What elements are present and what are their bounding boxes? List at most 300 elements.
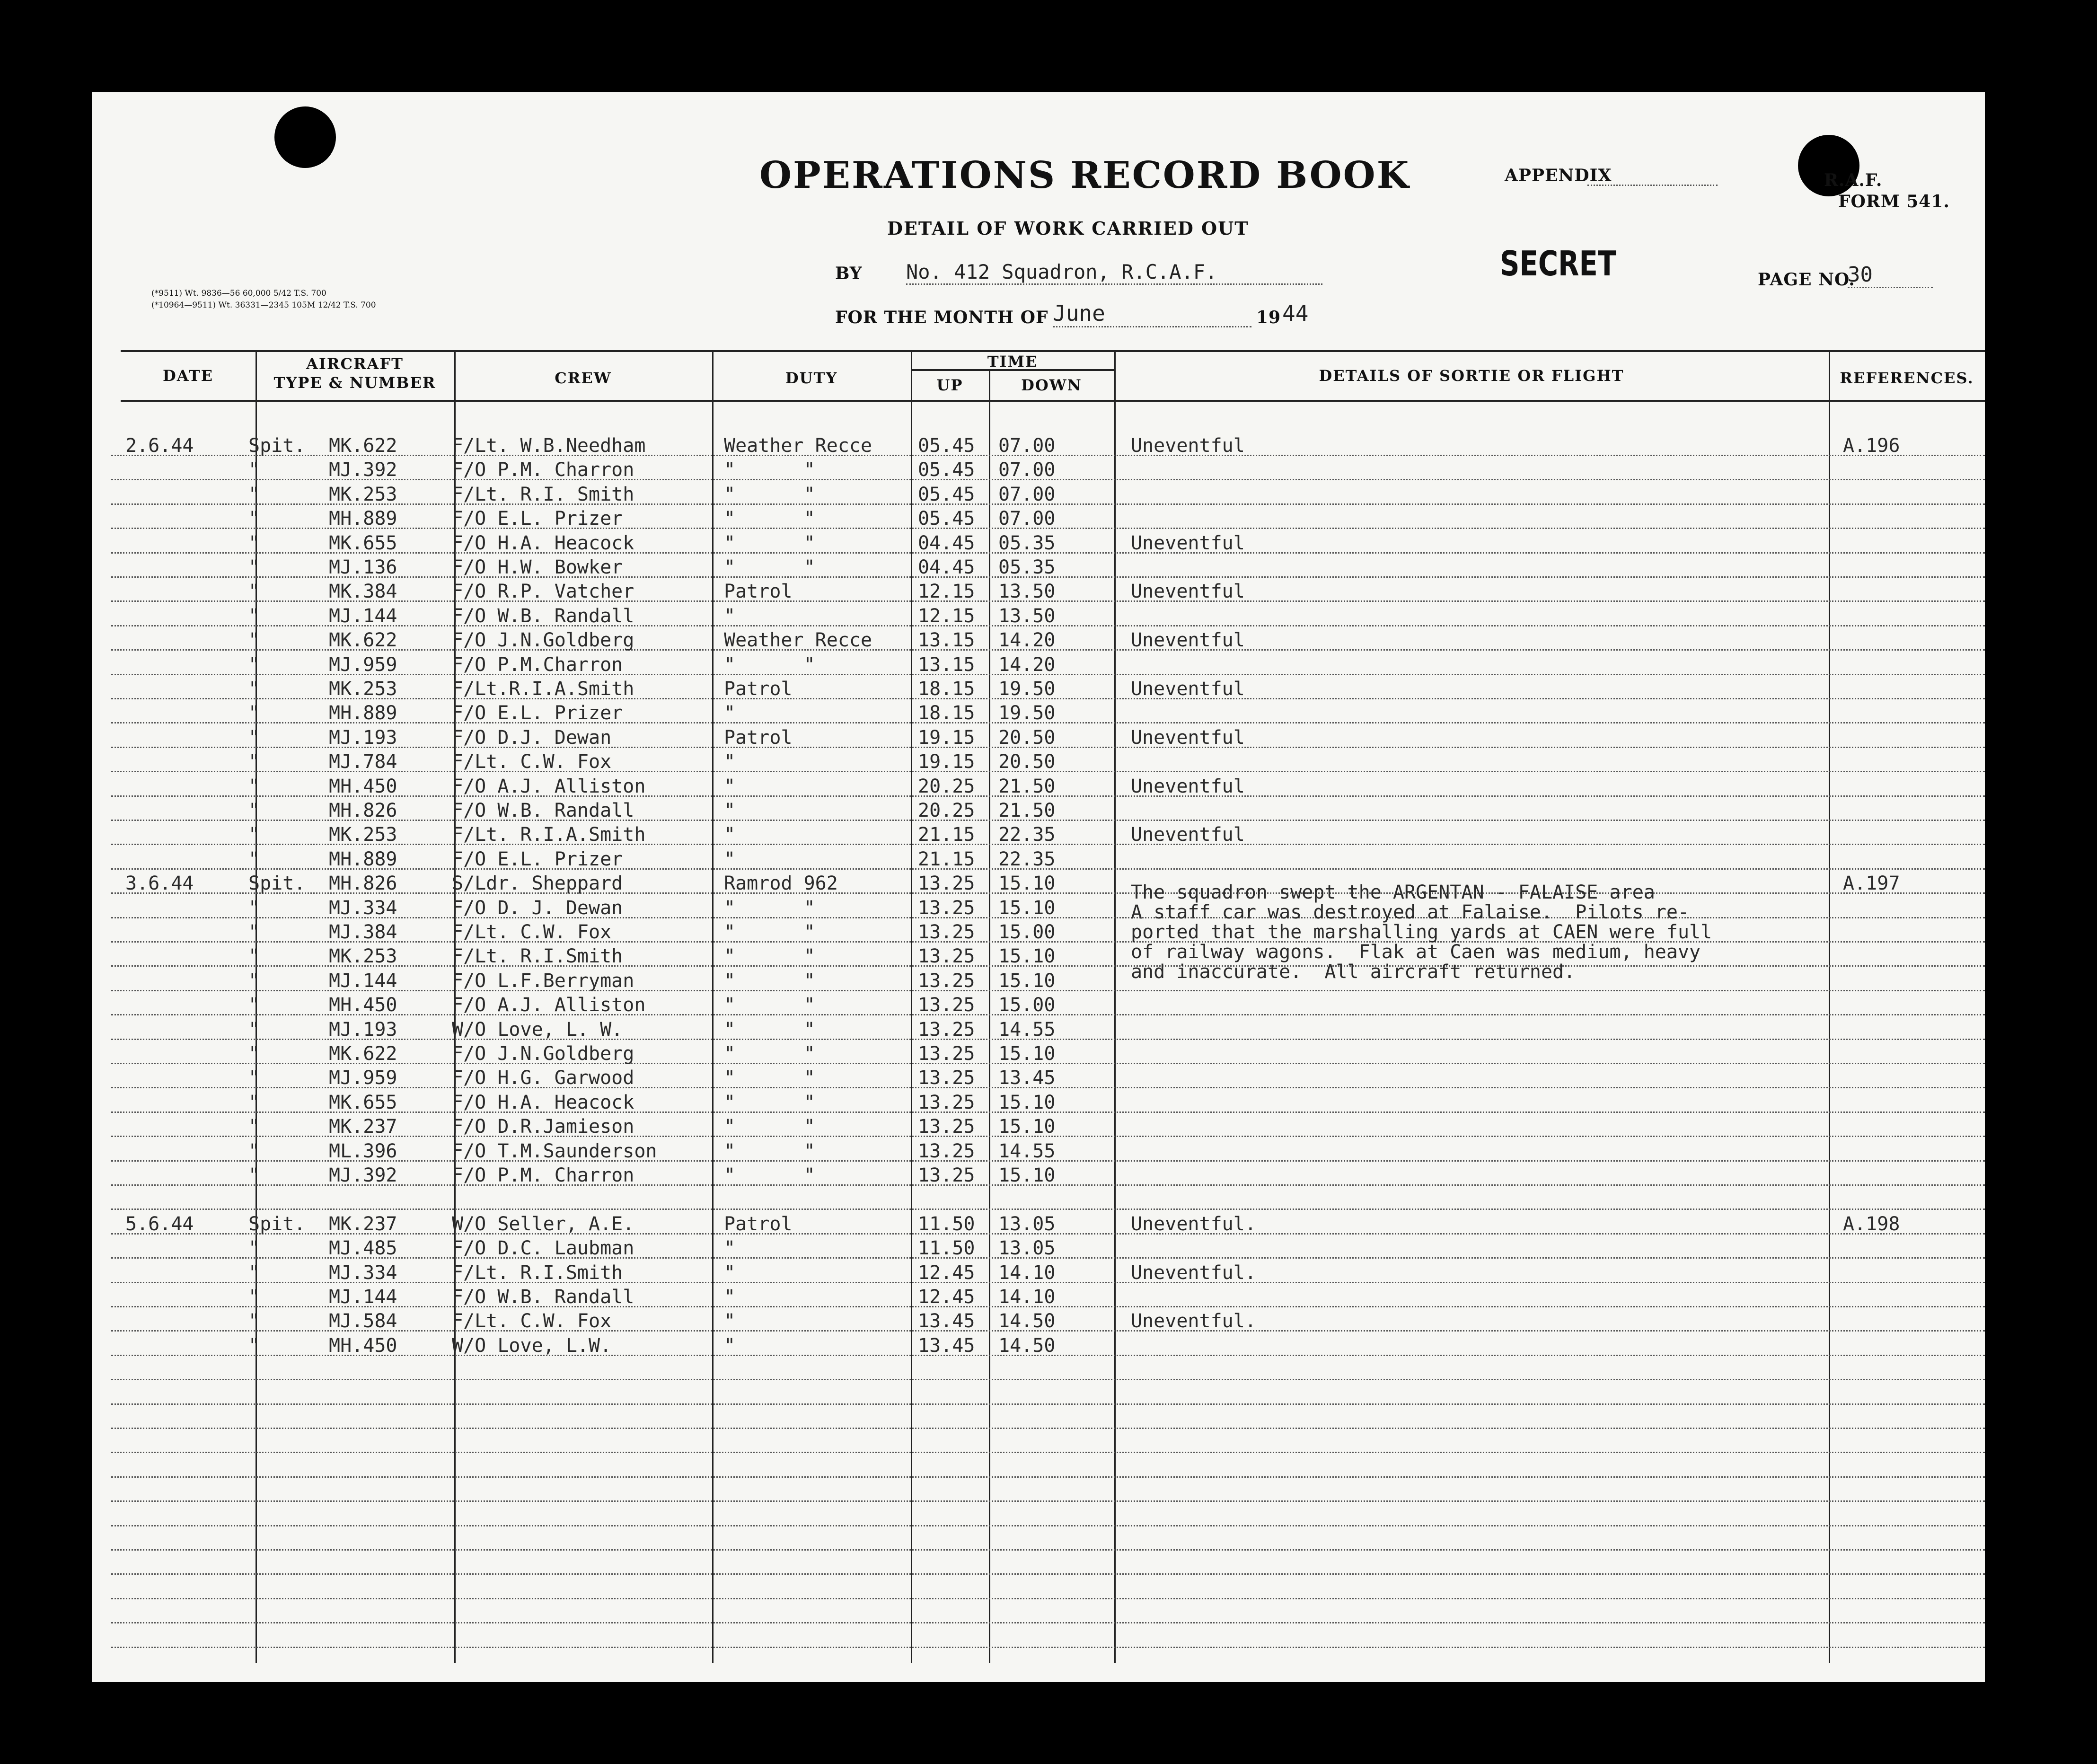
row-time-up: 05.45 [918,435,975,457]
row-time-down: 22.35 [998,848,1056,870]
row-time-down: 21.50 [998,776,1056,797]
ruled-line [111,1573,1985,1575]
row-duty: " " [724,532,815,554]
row-aircraft-number: MJ.193 [329,727,397,749]
row-aircraft-type: " [248,945,260,967]
row-duty: " " [724,1043,815,1065]
row-aircraft-number: MH.450 [329,994,397,1016]
row-aircraft-type: " [248,1286,260,1308]
row-crew: F/O T.M.Saunderson [452,1140,657,1162]
row-time-up: 12.15 [918,581,975,602]
ramrod-details-line-1: The squadron swept the ARGENTAN - FALAISE area [1131,882,1655,903]
ruled-line [111,1622,1985,1623]
row-aircraft-type: " [248,654,260,676]
row-time-down: 15.10 [998,1092,1056,1113]
row-crew: F/O W.B. Randall [452,605,634,627]
row-time-up: 19.15 [918,727,975,749]
row-aircraft-number: MK.622 [329,1043,397,1065]
row-duty: " " [724,897,815,919]
ruled-line [111,1500,1985,1502]
row-duty: " " [724,1140,815,1162]
row-time-up: 13.25 [918,1116,975,1138]
row-time-up: 05.45 [918,484,975,505]
ruled-line [111,1403,1985,1405]
row-aircraft-number: MJ.392 [329,459,397,481]
row-aircraft-number: MJ.334 [329,1262,397,1284]
row-duty: " " [724,1019,815,1041]
year-value: 44 [1282,300,1309,326]
table-row [92,555,1985,579]
row-crew: F/Lt. C.W. Fox [452,1310,612,1332]
row-crew: F/Lt. R.I.Smith [452,1262,623,1284]
row-duty: " [724,1310,736,1332]
row-duty: " [724,776,736,797]
row-aircraft-type: " [248,848,260,870]
row-time-down: 13.05 [998,1213,1056,1235]
row-aircraft-type: " [248,605,260,627]
ruled-line [111,1549,1985,1551]
row-duty: " " [724,994,815,1016]
header-aircraft-2: TYPE & NUMBER [273,374,436,392]
by-label: BY [835,264,863,283]
row-time-down: 13.05 [998,1237,1056,1259]
row-time-up: 13.25 [918,1140,975,1162]
row-time-down: 14.55 [998,1019,1056,1041]
table-row [92,700,1985,724]
row-date: 2.6.44 [125,435,194,457]
row-duty: " " [724,508,815,529]
row-aircraft-type: " [248,532,260,554]
row-aircraft-type: " [248,1310,260,1332]
row-aircraft-type: " [248,508,260,529]
ruled-line [111,1525,1985,1526]
row-crew: F/O E.L. Prizer [452,848,623,870]
row-detail: Uneventful [1131,435,1245,457]
form-541-sheet [92,92,1985,1682]
row-duty: Weather Recce [724,629,872,651]
row-crew: F/Lt. W.B.Needham [452,435,646,457]
row-detail: Uneventful [1131,824,1245,846]
row-crew: F/O H.W. Bowker [452,556,623,578]
row-detail: Uneventful. [1131,1213,1256,1235]
ramrod-details-line-5: and inaccurate. All aircraft returned. [1131,961,1576,983]
row-time-up: 21.15 [918,824,975,846]
row-aircraft-type: " [248,897,260,919]
row-time-up: 13.25 [918,921,975,943]
row-detail: Uneventful [1131,678,1245,700]
header-date: DATE [162,367,214,385]
table-row [92,1114,1985,1138]
row-crew: F/Lt. C.W. Fox [452,751,612,773]
row-aircraft-type: " [248,678,260,700]
row-duty: " [724,800,736,821]
row-aircraft-number: MK.253 [329,824,397,846]
table-row [92,506,1985,530]
row-time-down: 15.10 [998,1164,1056,1186]
row-time-down: 19.50 [998,678,1056,700]
punch-hole-left [274,106,336,168]
row-crew: F/O E.L. Prizer [452,702,623,724]
row-aircraft-type: " [248,459,260,481]
table-row [92,1041,1985,1065]
row-aircraft-number: MJ.193 [329,1019,397,1041]
table-row [92,676,1985,700]
row-aircraft-type: " [248,1164,260,1186]
row-time-down: 20.50 [998,751,1056,773]
row-duty: " [724,848,736,870]
table-row [92,579,1985,603]
row-aircraft-type: " [248,1043,260,1065]
row-time-down: 13.45 [998,1067,1056,1089]
row-time-down: 21.50 [998,800,1056,821]
header-up: UP [936,376,963,394]
row-aircraft-number: MJ.136 [329,556,397,578]
row-duty: " " [724,970,815,992]
print-code-1: (*9511) Wt. 9836—56 60,000 5/42 T.S. 700 [151,289,326,298]
row-time-down: 07.00 [998,508,1056,529]
row-aircraft-number: MK.622 [329,435,397,457]
row-aircraft-type: " [248,751,260,773]
row-aircraft-type: " [248,994,260,1016]
row-duty: " " [724,459,815,481]
table-row [92,941,1985,968]
table-row [92,457,1985,481]
secret-stamp: SECRET [1500,244,1617,283]
row-crew: F/O E.L. Prizer [452,508,623,529]
row-time-up: 13.25 [918,897,975,919]
row-aircraft-number: MH.450 [329,1335,397,1357]
header-details: DETAILS OF SORTIE OR FLIGHT [1319,367,1624,385]
ruled-line [111,1647,1985,1648]
row-duty: Patrol [724,1213,793,1235]
form-title: OPERATIONS RECORD BOOK [759,154,1410,197]
row-aircraft-number: MJ.144 [329,1286,397,1308]
header-top-rule [121,350,1985,352]
row-duty: " [724,1286,736,1308]
row-time-down: 13.50 [998,581,1056,602]
row-time-up: 13.25 [918,945,975,967]
row-crew: F/O P.M.Charron [452,654,623,676]
row-detail: Uneventful [1131,581,1245,602]
row-aircraft-number: MJ.144 [329,970,397,992]
row-time-down: 14.50 [998,1335,1056,1357]
row-aircraft-type: Spit. [248,1213,306,1235]
row-time-up: 11.50 [918,1237,975,1259]
row-time-down: 15.00 [998,994,1056,1016]
table-row [92,433,1985,457]
table-row [92,798,1985,822]
row-time-up: 13.15 [918,654,975,676]
row-time-down: 07.00 [998,459,1056,481]
row-aircraft-number: MJ.384 [329,921,397,943]
table-row [92,1308,1985,1332]
row-date: 3.6.44 [125,873,194,894]
table-row [92,1163,1985,1187]
table-row [92,652,1985,676]
row-time-up: 19.15 [918,751,975,773]
row-time-down: 15.10 [998,897,1056,919]
header-crew: CREW [555,369,612,387]
row-crew: F/O R.P. Vatcher [452,581,634,602]
row-aircraft-number: MK.237 [329,1213,397,1235]
row-duty: Patrol [724,727,793,749]
row-aircraft-type: " [248,1335,260,1357]
row-time-up: 04.45 [918,556,975,578]
row-time-down: 15.00 [998,921,1056,943]
row-aircraft-number: MK.253 [329,678,397,700]
row-aircraft-number: MK.237 [329,1116,397,1138]
header-time: TIME [987,353,1038,370]
form-subtitle: DETAIL OF WORK CARRIED OUT [887,218,1249,239]
row-aircraft-type: Spit. [248,435,306,457]
row-aircraft-number: MK.253 [329,484,397,505]
row-time-down: 05.35 [998,556,1056,578]
row-crew: F/O W.B. Randall [452,800,634,821]
row-crew: F/O A.J. Alliston [452,776,646,797]
row-duty: " [724,751,736,773]
row-aircraft-type: " [248,1092,260,1113]
table-row [92,482,1985,506]
row-date: 5.6.44 [125,1213,194,1235]
header-down: DOWN [1021,376,1082,394]
table-row [92,1017,1985,1041]
row-time-up: 05.45 [918,459,975,481]
row-time-up: 20.25 [918,776,975,797]
table-row [92,530,1985,555]
row-crew: F/O P.M. Charron [452,459,634,481]
row-detail: Uneventful [1131,532,1245,554]
row-aircraft-type: " [248,1140,260,1162]
row-aircraft-type: " [248,556,260,578]
ramrod-details-line-4: of railway wagons. Flak at Caen was medium, heavy [1131,941,1701,963]
row-time-down: 05.35 [998,532,1056,554]
row-time-down: 15.10 [998,873,1056,894]
row-aircraft-number: MK.384 [329,581,397,602]
table-row [92,603,1985,627]
table-row [92,895,1985,919]
row-duty: Ramrod 962 [724,873,838,894]
page-number: 30 [1848,263,1933,288]
row-aircraft-type: " [248,800,260,821]
table-row [92,627,1985,652]
row-time-up: 18.15 [918,702,975,724]
row-duty: " [724,1262,736,1284]
row-aircraft-number: MJ.334 [329,897,397,919]
table-row [92,774,1985,798]
row-aircraft-type: " [248,921,260,943]
row-aircraft-number: MH.450 [329,776,397,797]
row-duty: " [724,702,736,724]
ramrod-details-line-3: ported that the marshalling yards at CAEN were full [1131,921,1712,943]
row-duty: " [724,605,736,627]
row-crew: W/O Seller, A.E. [452,1213,634,1235]
row-aircraft-number: MH.826 [329,873,397,894]
table-row [92,992,1985,1016]
row-crew: F/Lt. R.I. Smith [452,484,634,505]
table-row [92,749,1985,773]
table-row [92,871,1985,895]
row-aircraft-type: " [248,702,260,724]
row-time-up: 13.25 [918,1067,975,1089]
ruled-line [111,1598,1985,1599]
row-reference: A.198 [1843,1213,1900,1235]
row-aircraft-number: MK.622 [329,629,397,651]
row-crew: W/O Love, L. W. [452,1019,623,1041]
row-aircraft-type: " [248,1237,260,1259]
row-time-up: 11.50 [918,1213,975,1235]
row-aircraft-number: MJ.144 [329,605,397,627]
row-time-up: 13.15 [918,629,975,651]
row-duty: " " [724,654,815,676]
row-aircraft-number: ML.396 [329,1140,397,1162]
row-crew: F/O A.J. Alliston [452,994,646,1016]
row-detail: Uneventful. [1131,1310,1256,1332]
row-aircraft-type: " [248,629,260,651]
table-row [92,847,1985,871]
row-aircraft-type: " [248,727,260,749]
table-row [92,1260,1985,1284]
row-detail: Uneventful. [1131,1262,1256,1284]
row-time-up: 13.25 [918,1043,975,1065]
row-duty: " " [724,945,815,967]
table-row [92,1333,1985,1357]
row-reference: A.197 [1843,873,1900,894]
month-value: June [1053,300,1251,327]
row-aircraft-number: MJ.485 [329,1237,397,1259]
row-detail: Uneventful [1131,727,1245,749]
row-duty: " " [724,556,815,578]
row-aircraft-number: MJ.959 [329,654,397,676]
row-aircraft-number: MK.655 [329,1092,397,1113]
row-time-down: 15.10 [998,1116,1056,1138]
row-aircraft-number: MJ.584 [329,1310,397,1332]
row-time-down: 19.50 [998,702,1056,724]
row-time-up: 12.45 [918,1286,975,1308]
row-aircraft-number: MJ.392 [329,1164,397,1186]
row-crew: F/Lt. R.I.Smith [452,945,623,967]
page-label: PAGE NO. [1758,270,1855,290]
table-row [92,1284,1985,1308]
table-row [92,1187,1985,1211]
row-time-up: 13.45 [918,1335,975,1357]
row-detail: Uneventful [1131,629,1245,651]
ruled-line [111,1379,1985,1380]
row-crew: F/Lt. R.I.A.Smith [452,824,646,846]
row-aircraft-number: MH.889 [329,508,397,529]
row-aircraft-type: " [248,1262,260,1284]
month-label: FOR THE MONTH OF [835,308,1048,327]
ruled-line [111,1476,1985,1478]
row-aircraft-type: " [248,776,260,797]
row-time-up: 13.45 [918,1310,975,1332]
row-time-down: 14.10 [998,1286,1056,1308]
row-aircraft-number: MJ.959 [329,1067,397,1089]
row-duty: " " [724,1164,815,1186]
row-duty: Weather Recce [724,435,872,457]
row-duty: " [724,1237,736,1259]
row-time-down: 14.20 [998,629,1056,651]
header-bottom-rule [121,400,1985,402]
row-time-down: 14.50 [998,1310,1056,1332]
row-crew: F/Lt.R.I.A.Smith [452,678,634,700]
row-time-up: 13.25 [918,873,975,894]
row-crew: F/O H.A. Heacock [452,532,634,554]
row-time-up: 18.15 [918,678,975,700]
row-duty: " [724,824,736,846]
row-aircraft-type: " [248,970,260,992]
row-time-down: 13.50 [998,605,1056,627]
row-aircraft-number: MK.655 [329,532,397,554]
row-aircraft-type: Spit. [248,873,306,894]
row-time-down: 14.20 [998,654,1056,676]
row-aircraft-number: MJ.784 [329,751,397,773]
row-aircraft-type: " [248,824,260,846]
header-references: REFERENCES. [1840,369,1974,387]
table-row [92,1235,1985,1260]
row-time-down: 22.35 [998,824,1056,846]
row-duty: " " [724,1116,815,1138]
row-crew: F/O L.F.Berryman [452,970,634,992]
row-time-up: 13.25 [918,1019,975,1041]
table-row [92,1065,1985,1089]
row-duty: " " [724,1092,815,1113]
row-time-up: 12.15 [918,605,975,627]
row-duty: " " [724,1067,815,1089]
ruled-line [111,1428,1985,1429]
row-detail: Uneventful [1131,776,1245,797]
row-time-up: 21.15 [918,848,975,870]
row-duty: " [724,1335,736,1357]
row-aircraft-type: " [248,484,260,505]
row-duty: " " [724,484,815,505]
appendix-label: APPENDIX [1505,166,1612,185]
row-duty: Patrol [724,581,793,602]
form-ref-line-2: FORM 541. [1838,192,1950,212]
row-crew: F/O W.B. Randall [452,1286,634,1308]
row-crew: F/O J.N.Goldberg [452,629,634,651]
row-crew: F/O D.C. Laubman [452,1237,634,1259]
row-time-down: 07.00 [998,484,1056,505]
row-aircraft-number: MH.889 [329,702,397,724]
year-prefix: 19 [1256,308,1281,327]
row-crew: F/Lt. C.W. Fox [452,921,612,943]
table-row [92,1090,1985,1114]
row-crew: W/O Love, L.W. [452,1335,612,1357]
table-row [92,822,1985,846]
table-row [92,1211,1985,1235]
row-crew: S/Ldr. Sheppard [452,873,623,894]
row-aircraft-number: MH.826 [329,800,397,821]
row-reference: A.196 [1843,435,1900,457]
row-aircraft-number: MK.253 [329,945,397,967]
row-aircraft-number: MH.889 [329,848,397,870]
row-time-up: 05.45 [918,508,975,529]
form-ref-line-1: R.A.F. [1824,170,1883,190]
row-time-up: 13.25 [918,1092,975,1113]
row-time-up: 04.45 [918,532,975,554]
ruled-line [111,1452,1985,1453]
row-crew: F/O H.A. Heacock [452,1092,634,1113]
row-time-down: 15.10 [998,945,1056,967]
header-duty: DUTY [785,369,838,387]
row-time-down: 20.50 [998,727,1056,749]
row-aircraft-type: " [248,1019,260,1041]
row-crew: F/O D. J. Dewan [452,897,623,919]
row-time-up: 20.25 [918,800,975,821]
row-crew: F/O D.J. Dewan [452,727,612,749]
row-aircraft-type: " [248,1116,260,1138]
row-time-down: 14.55 [998,1140,1056,1162]
